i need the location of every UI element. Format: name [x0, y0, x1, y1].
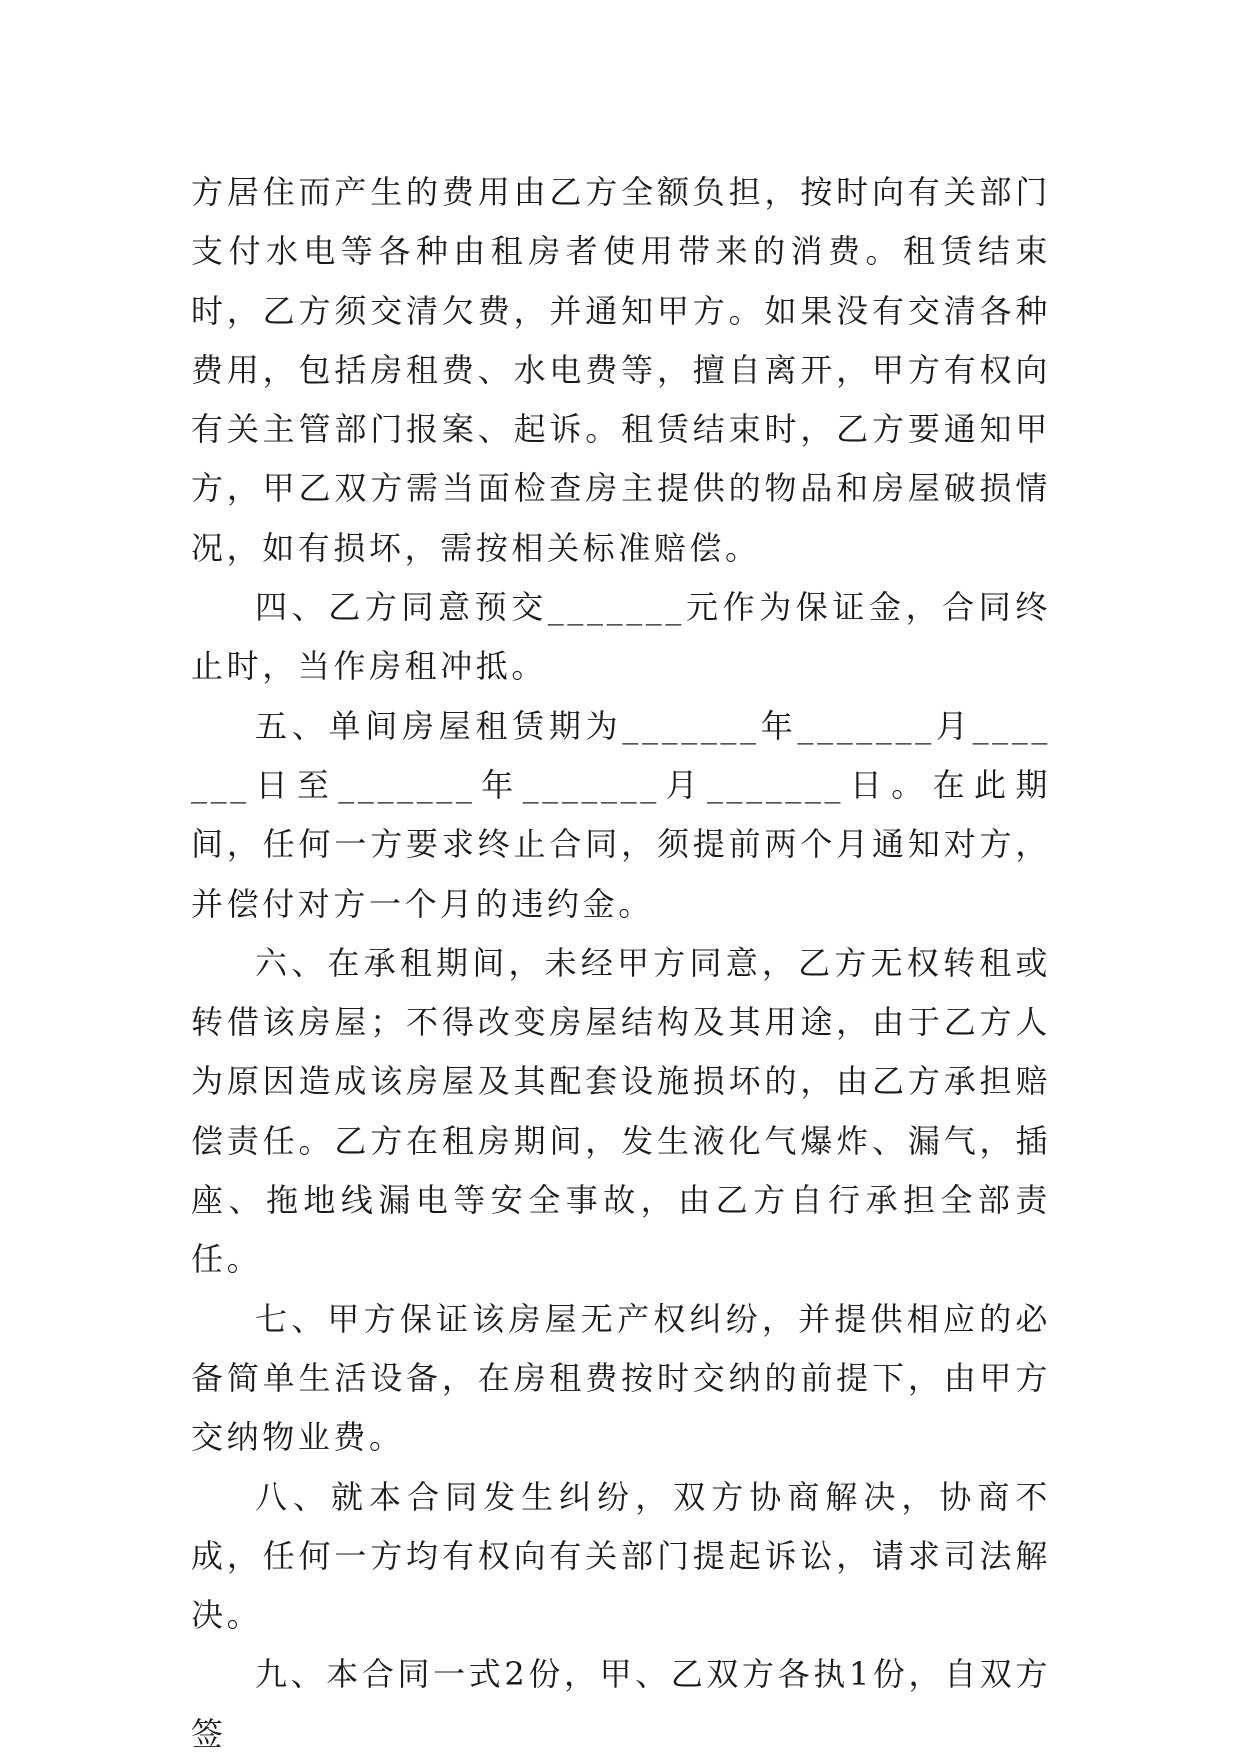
contract-body — [191, 163, 1051, 1764]
paragraph-clause-9: 九、本合同一式2份，甲、乙双方各执1份，自双方签 — [191, 1655, 1051, 1753]
paragraph-clause-8: 八、就本合同发生纠纷，双方协商解决，协商不成，任何一方均有权向有关部门提起诉讼，请求司法解决。 — [191, 1477, 1051, 1635]
paragraph-clause-6: 六、在承租期间，未经甲方同意，乙方无权转租或转借该房屋；不得改变房屋结构及其用途，由于乙方人为原因造成该房屋及其配套设施损坏的，由乙方承担赔偿责任。乙方在租房期间，发生液化气爆炸、漏气，插座、拖地线漏电等安全事故，由乙方自行承担全部责任。 — [191, 943, 1051, 1279]
paragraph-clause-5: 五、单间房屋租赁期为_______年_______月_______日至_______年_______月_______日。在此期间，任何一方要求终止合同，须提前两个月通知对方，并偿付对方一个月的违约金。 — [191, 706, 1051, 923]
paragraph-clause-7: 七、甲方保证该房屋无产权纠纷，并提供相应的必备简单生活设备，在房租费按时交纳的前提下，由甲方交纳物业费。 — [191, 1299, 1051, 1457]
paragraph-continuation: 方居住而产生的费用由乙方全额负担，按时向有关部门支付水电等各种由租房者使用带来的消费。租赁结束时，乙方须交清欠费，并通知甲方。如果没有交清各种费用，包括房租费、水电费等，擅自离开，甲方有权向有关主管部门报案、起诉。租赁结束时，乙方要通知甲方，甲乙双方需当面检查房主提供的物品和房屋破损情况，如有损坏，需按相关标准赔偿。 — [191, 173, 1051, 567]
paragraph-clause-4: 四、乙方同意预交_______元作为保证金，合同终止时，当作房租冲抵。 — [191, 588, 1051, 686]
